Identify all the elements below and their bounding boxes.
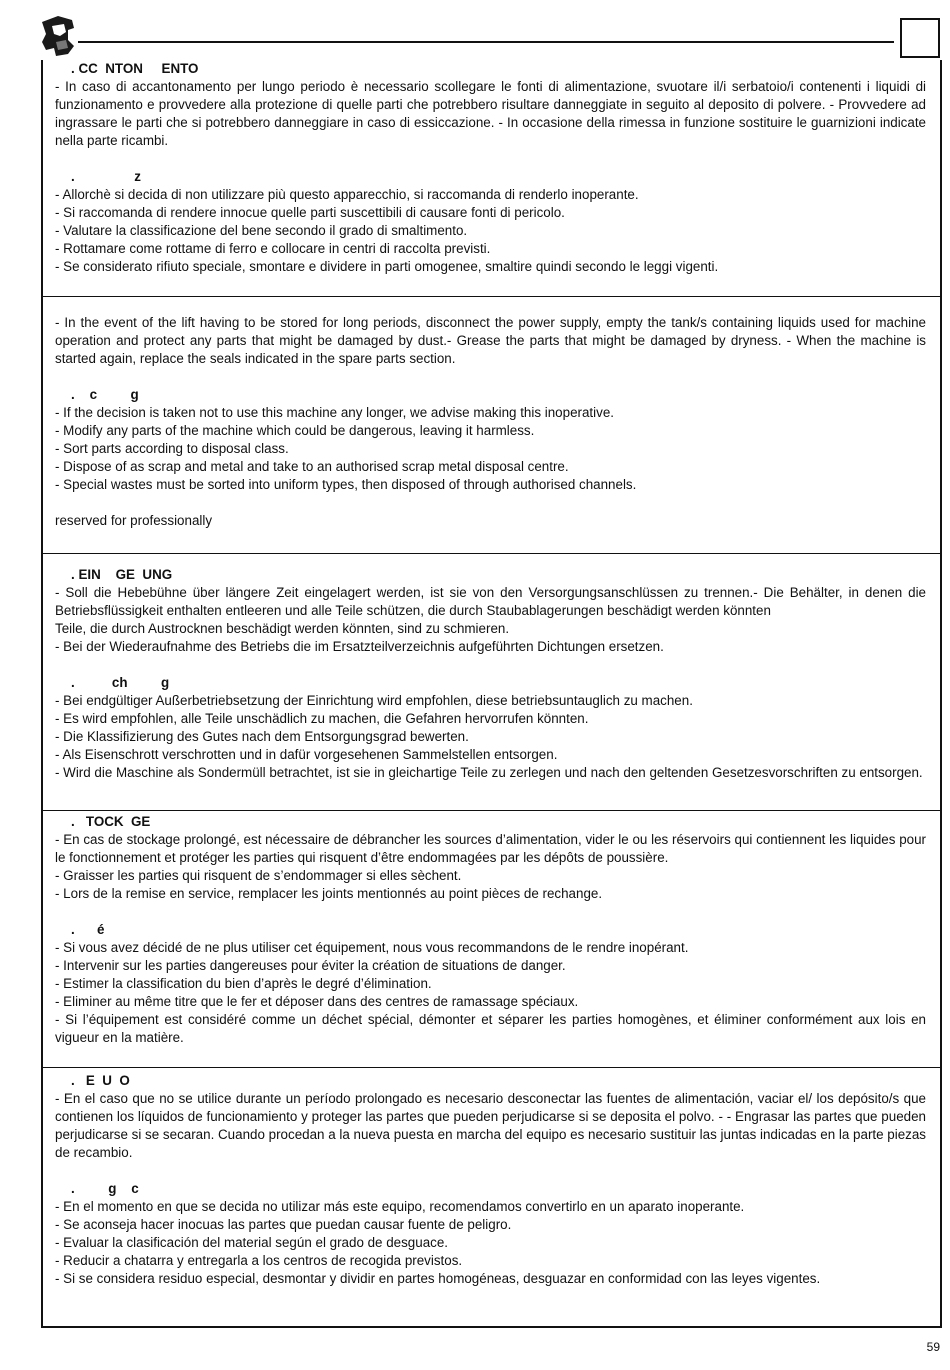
list-item: - Reducir a chatarra y entregarla a los centros de recogida previstos. [55,1253,463,1268]
page-number: 59 [926,1340,940,1354]
list-item: - Evaluar la clasificación del material según el grado de desguace. [55,1235,449,1250]
brand-logo-icon [38,14,78,58]
list-item: - Se considerato rifiuto speciale, smontare e dividere in parti omogenee, smaltire quindi secondo le leggi vigenti. [55,259,719,274]
section-subheading: . é [71,922,105,937]
section-heading: . TOCK GE [71,814,151,829]
list-item: - En el momento en que se decida no utilizar más este equipo, recomendamos convertirlo en un aparato inoperante. [55,1199,745,1214]
list-item: - Allorchè si decida di non utilizzare più questo apparecchio, si raccomanda di renderlo inoperante. [55,187,639,202]
list-item: - Eliminer au même titre que le fer et déposer dans des centres de ramassage spéciaux. [55,994,579,1009]
list-item: - Intervenir sur les parties dangereuses pour éviter la création de situations de danger. [55,958,566,973]
list-item: - Special wastes must be sorted into uniform types, then disposed of through authorised channels. [55,477,637,492]
section-heading: . CC NTON ENTO [71,61,199,76]
section-footer-note: reserved for professionally [55,513,213,528]
section-heading: . E U O [71,1073,130,1088]
section-subheading: . z [71,169,141,184]
list-item: - Se aconseja hacer inocuas las partes que puedan causar fuente de peligro. [55,1217,512,1232]
section-subheading: . g c [71,1181,139,1196]
list-item: - Si raccomanda di rendere innocue quelle parti suscettibili di causare fonti di pericolo. [55,205,565,220]
list-item: - Die Klassifizierung des Gutes nach dem Entsorgungsgrad bewerten. [55,729,469,744]
list-item: - Si se considera residuo especial, desmontar y dividir en partes homogéneas, desguazar en conformidad con las leyes vigentes. [55,1271,821,1286]
content-frame [41,60,942,1328]
list-item: - Sort parts according to disposal class. [55,441,289,456]
section-subheading: . c g [71,387,139,402]
section-intro: - En el caso que no se utilice durante un período prolongado es necesario desconectar las fuentes de alimentación, vaciar el/ los depósito/s que contienen los líquidos de funcionamiento y proteger las partes que pueden perjudicarse si se deposita el polvo. - - Engrasar las partes que pueden perjudicarse si se secaran. Cuando procedan a la nueva puesta en marcha del equipo es necesario sustituir las juntas indicadas en la parte piezas de recambio. [55,1091,926,1160]
section-intro: Teile, die durch Austrocknen beschädigt werden könnten, sind zu schmieren. [55,621,510,636]
section-german [43,554,940,811]
section-english [43,297,940,554]
section-intro: - In caso di accantonamento per lungo periodo è necessario scollegare le fonti di alimentazione, svuotare il/i serbatoio/i contenenti i liquidi di funzionamento e provvedere alla protezione di quelle parti che potrebbero risultare danneggiate in seguito al deposito di polvere. - Provvedere ad ingrassare le parti che si potrebbero danneggiare in caso di essiccazione. - In occasione della rimessa in funzione sostituire le guarnizioni indicate nella parte ricambi. [55,79,926,148]
header-rule [78,41,894,43]
header-corner-box [900,18,940,58]
list-item: - Estimer la classification du bien d’après le degré d’élimination. [55,976,432,991]
section-intro: - Lors de la remise en service, remplacer les joints mentionnés au point pièces de rechange. [55,886,603,901]
list-item: - Als Eisenschrott verschrotten und in dafür vorgesehenen Sammelstellen entsorgen. [55,747,558,762]
section-intro: - Soll die Hebebühne über längere Zeit eingelagert werden, ist sie von den Versorgungsanschlüssen zu trennen.- Die Behälter, in denen die Betriebsflüssigkeit enthalten entleeren und alle Teile schützen, die durch Staubablagerungen beschädigt werden könnten [55,585,926,618]
list-item: - Wird die Maschine als Sondermüll betrachtet, ist sie in gleichartige Teile zu zerlegen und nach den geltenden Gesetzesvorschriften zu entsorgen. [55,765,923,780]
section-intro: - Graisser les parties qui risquent de s’endommager si elles sèchent. [55,868,462,883]
list-item: - Si vous avez décidé de ne plus utiliser cet équipement, nous vous recommandons de le rendre inopérant. [55,940,689,955]
list-item: - Bei endgültiger Außerbetriebsetzung der Einrichtung wird empfohlen, diese betriebsuntauglich zu machen. [55,693,693,708]
list-item: - Es wird empfohlen, alle Teile unschädlich zu machen, die Gefahren hervorrufen könnten. [55,711,589,726]
list-item: - If the decision is taken not to use this machine any longer, we advise making this inoperative. [55,405,614,420]
section-spanish [43,1068,940,1326]
section-french [43,811,940,1068]
section-intro: - In the event of the lift having to be stored for long periods, disconnect the power supply, empty the tank/s containing liquids used for machine operation and protect any parts that might be damaged by dust.- Grease the parts that might be damaged by dryness. - When the machine is started again, replace the seals indicated in the spare parts section. [55,315,926,366]
list-item: - Valutare la classificazione del bene secondo il grado di smaltimento. [55,223,468,238]
list-item: - Si l’équipement est considéré comme un déchet spécial, démonter et séparer les parties homogènes, et éliminer conformément aux lois en vigueur en la matière. [55,1012,926,1045]
list-item: - Modify any parts of the machine which could be dangerous, leaving it harmless. [55,423,535,438]
section-intro: - Bei der Wiederaufnahme des Betriebs die im Ersatzteilverzeichnis aufgeführten Dichtungen ersetzen. [55,639,664,654]
list-item: - Rottamare come rottame di ferro e collocare in centri di raccolta previsti. [55,241,491,256]
list-item: - Dispose of as scrap and metal and take to an authorised scrap metal disposal centre. [55,459,569,474]
section-italian [43,60,940,297]
section-subheading: . ch g [71,675,170,690]
section-intro: - En cas de stockage prolongé, est nécessaire de débrancher les sources d’alimentation, vider le ou les réservoirs qui contiennent les liquides pour le fonctionnement et protéger les parties qui risquent d’être endommagées par les dépôts de poussière. [55,832,926,865]
section-heading: . EIN GE UNG [71,567,173,582]
